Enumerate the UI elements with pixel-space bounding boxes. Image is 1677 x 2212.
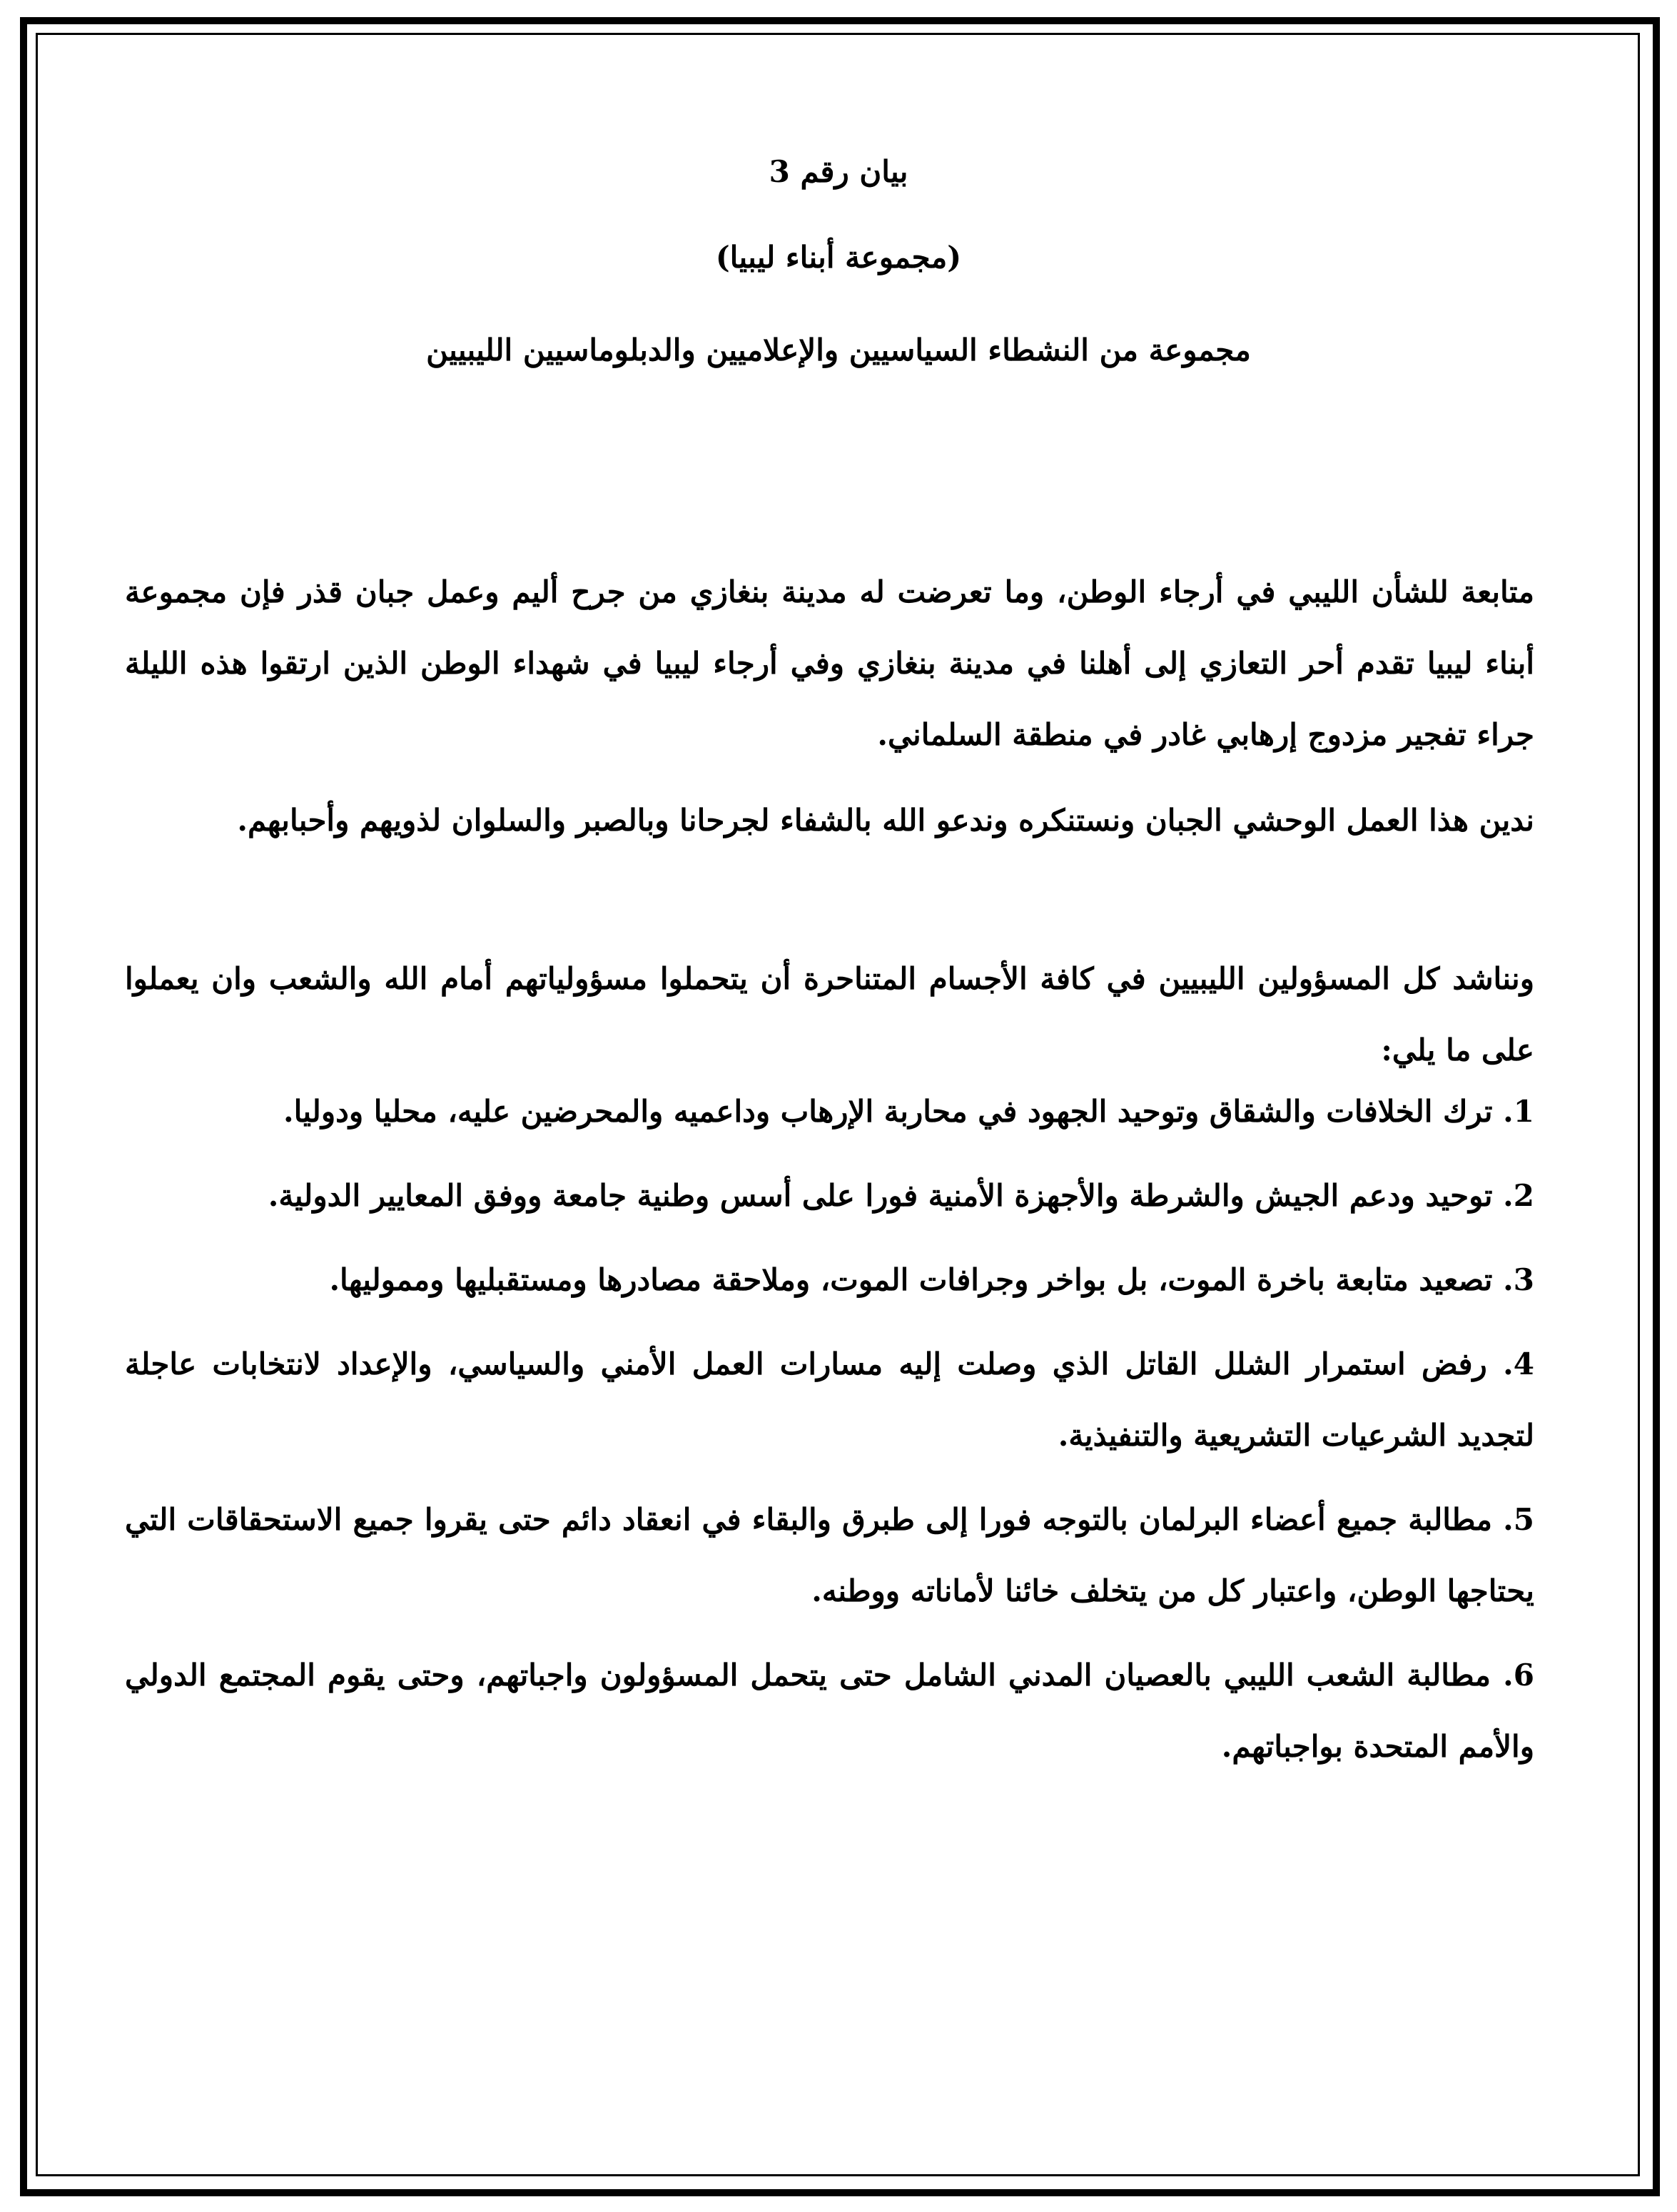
- demand-number: 5.: [1503, 1502, 1534, 1537]
- group-name: (مجموعة أبناء ليبيا): [715, 240, 962, 275]
- demand-item: [125, 1160, 1534, 1232]
- demand-text: ترك الخلافات والشقاق وتوحيد الجهود في محاربة الإرهاب وداعميه والمحرضين عليه، محليا ودوليا.: [283, 1094, 1493, 1129]
- statement-title: بيان رقم 3: [769, 154, 908, 189]
- demand-item: [125, 1244, 1534, 1316]
- demand-text: تصعيد متابعة باخرة الموت، بل بواخر وجرافات الموت، وملاحقة مصادرها ومستقبليها ومموليها.: [329, 1262, 1493, 1297]
- demands-list: [125, 1076, 1534, 1795]
- demand-number: 4.: [1503, 1346, 1535, 1381]
- demand-number: 3.: [1503, 1262, 1534, 1297]
- condemnation-paragraph: ندين هذا العمل الوحشي الجبان ونستنكره وندعو الله بالشفاء لجرحانا وبالصبر والسلوان لذويهم وأحبابهم.: [237, 803, 1534, 838]
- demand-item: [125, 1076, 1534, 1147]
- demand-item: [125, 1484, 1534, 1627]
- demand-number: 2.: [1503, 1178, 1534, 1213]
- demand-number: 1.: [1503, 1094, 1534, 1129]
- appeal-paragraph: ونناشد كل المسؤولين الليبيين في كافة الأجسام المتناحرة أن يتحملوا مسؤولياتهم أمام الله والشعب وان يعملوا على ما يلي:: [125, 961, 1534, 1067]
- demand-item: [125, 1329, 1534, 1471]
- intro-paragraph: متابعة للشأن الليبي في أرجاء الوطن، وما تعرضت له مدينة بنغازي من جرح أليم وعمل جبان قذر فإن مجموعة أبناء ليبيا تقدم أحر التعازي إلى أهلنا في مدينة بنغازي وفي أرجاء ليبيا في شهداء الوطن الذين ارتقوا هذه الليلة جراء تفجير مزدوج إرهابي غادر في منطقة السلماني.: [125, 574, 1534, 752]
- demand-item: [125, 1640, 1534, 1782]
- demand-text: مطالبة الشعب الليبي بالعصيان المدني الشامل حتى يتحمل المسؤولون واجباتهم، وحتى يقوم المجتمع الدولي والأمم المتحدة بواجباتهم.: [125, 1658, 1534, 1764]
- group-description: مجموعة من النشطاء السياسيين والإعلاميين والدبلوماسيين الليبيين: [426, 333, 1251, 367]
- demand-text: مطالبة جميع أعضاء البرلمان بالتوجه فورا إلى طبرق والبقاء في انعقاد دائم حتى يقروا جميع الاستحقاقات التي يحتاجها الوطن، واعتبار كل من يتخلف خائنا لأماناته ووطنه.: [125, 1502, 1534, 1608]
- demand-number: 6.: [1503, 1658, 1535, 1693]
- demand-text: توحيد ودعم الجيش والشرطة والأجهزة الأمنية فورا على أسس وطنية جامعة ووفق المعايير الدولية.: [268, 1178, 1493, 1213]
- demand-text: رفض استمرار الشلل القاتل الذي وصلت إليه مسارات العمل الأمني والسياسي، والإعداد لانتخابات عاجلة لتجديد الشرعيات التشريعية والتنفيذية.: [125, 1346, 1534, 1453]
